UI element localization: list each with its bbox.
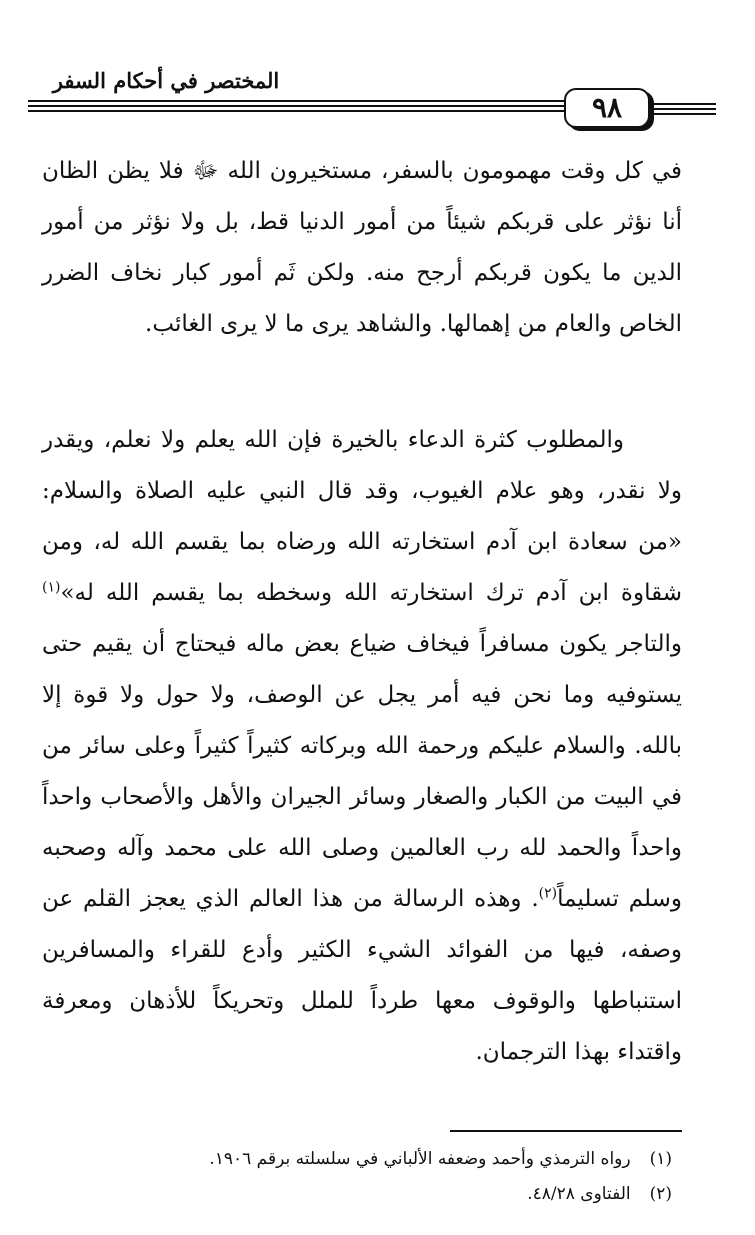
footnote-divider <box>450 1130 682 1132</box>
paragraph-2-text: . وهذه الرسالة من هذا العالم الذي يعجز القلم عن وصفه، فيها من الفوائد الشيء الكثير وأدع للقراء والمسافرين استنباطها والوقوف معها طرداً للملل وتحريكاً للأذهان ومعرفة واقتداء بهذا الترجمان. <box>42 886 682 1065</box>
header-rule <box>28 110 568 112</box>
page-number-badge <box>564 88 650 128</box>
paragraph-2-text: والمطلوب كثرة الدعاء بالخيرة فإن الله يعلم ولا نعلم، ويقدر ولا نقدر، وهو علام الغيوب، وقد قال النبي عليه الصلاة والسلام: «من سعادة ابن آدم استخارته الله ورضاه بما يقسم الله له، ومن شقاوة ابن آدم ترك استخارته الله وسخطه بما يقسم الله له» <box>42 427 682 606</box>
footnote-1 <box>42 1145 672 1173</box>
footnote-text: الفتاوى ٤٨/٢٨. <box>527 1184 631 1204</box>
page-number: ٩٨ <box>591 91 623 124</box>
header-rule <box>28 105 568 107</box>
footnote-marker: (٢) <box>649 1184 672 1204</box>
footnote-text: رواه الترمذي وأحمد وضعفه الألباني في سلسلته برقم ١٩٠٦. <box>209 1149 631 1169</box>
footnote-2 <box>42 1180 672 1208</box>
paragraph-1: في كل وقت مهمومون بالسفر، مستخيرون الله ﷻ فلا يظن الظان أنا نؤثر على قربكم شيئاً من أمور الدنيا قط، بل ولا نؤثر من أمور الدين ما يكون قربكم أرجح منه. ولكن ثَم أمور كبار نخاف الضرر الخاص والعام من إهمالها. والشاهد يرى ما لا يرى الغائب. <box>42 158 682 337</box>
paragraph-2 <box>42 415 682 1078</box>
header-rule-tail <box>648 113 716 115</box>
book-title: المختصر في أحكام السفر <box>52 68 280 93</box>
footnote-reference-2[interactable]: (٢) <box>538 885 558 902</box>
paragraph-2-text: والتاجر يكون مسافراً فيخاف ضياع بعض ماله فيحتاج أن يقيم حتى يستوفيه وما نحن فيه أمر يجل عن الوصف، ولا حول ولا قوة إلا بالله. والسلام عليكم ورحمة الله وبركاته كثيراً كثيراً وعلى سائر من في البيت من الكبار والصغار وسائر الجيران والأهل والأصحاب واحداً واحداً والحمد لله رب العالمين وصلى الله على محمد وآله وصحبه وسلم تسليماً <box>42 631 683 912</box>
footnote-reference-1[interactable]: (١) <box>42 579 61 596</box>
header-rule-tail <box>648 108 716 110</box>
header-rule-tail <box>648 103 716 105</box>
footnote-marker: (١) <box>649 1149 672 1169</box>
header-rule <box>28 100 568 102</box>
